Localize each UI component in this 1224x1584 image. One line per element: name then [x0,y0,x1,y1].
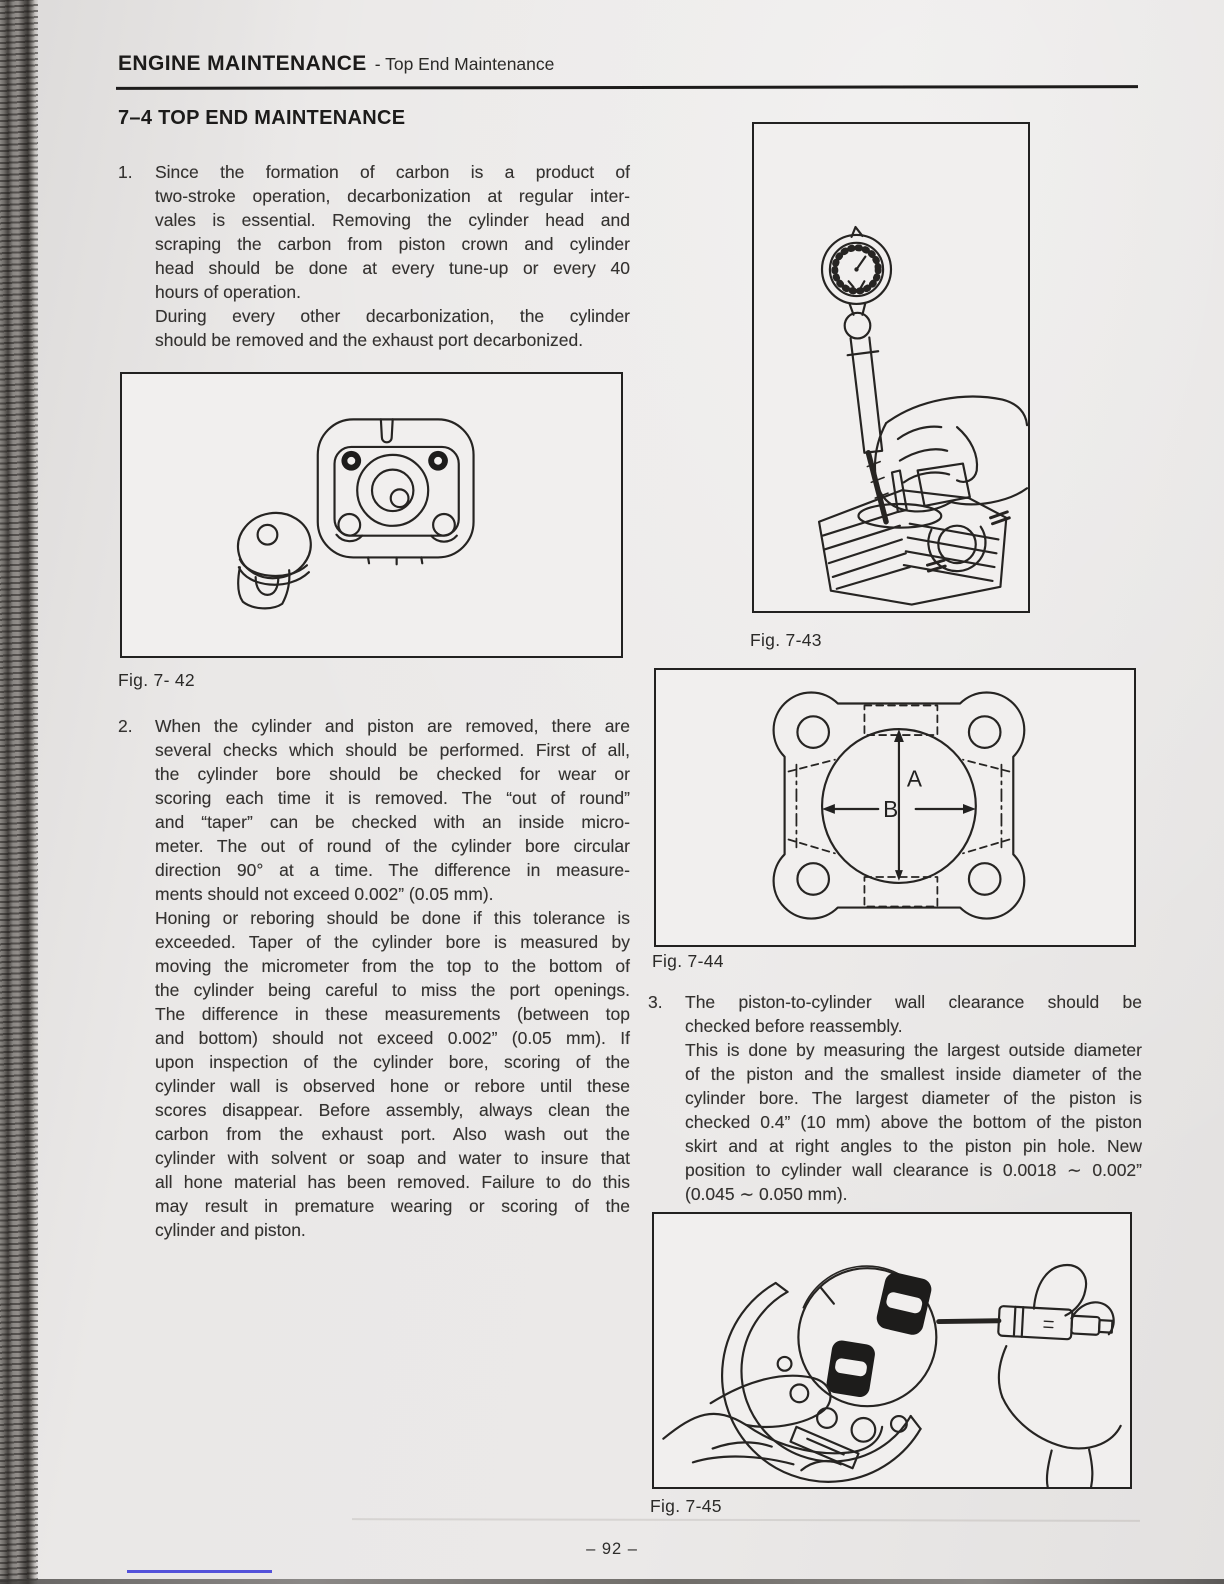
text-line: all hone material has been removed. Failure to do this [155,1172,630,1192]
header-title: ENGINE MAINTENANCE [118,52,367,75]
figure-7-45-drawing [654,1214,1130,1487]
paragraph-text [685,990,1142,1206]
micrometer-drawing [938,1303,1113,1342]
paragraph-block [155,304,630,352]
list-number: 3. [648,992,663,1012]
text-line: The piston-to-cylinder wall clearance should be [685,992,1142,1012]
text-line: scores disappear. Before assembly, always clean the [155,1100,630,1120]
text-line: meter. The out of round of the cylinder bore circular [155,836,630,856]
figure-7-45-caption: Fig. 7-45 [650,1496,722,1516]
text-line: Since the formation of carbon is a product of [155,162,630,182]
text-line: ments should not exceed 0.002” (0.05 mm). [155,884,494,904]
text-line: During every other decarbonization, the cylinder [155,306,630,326]
text-line: and bottom) should not exceed 0.002” (0.05 mm). If [155,1028,630,1048]
paragraph-1 [118,160,630,352]
paragraph-block [155,906,630,1242]
text-line: of the piston and the smallest inside diameter of the [685,1064,1142,1084]
piston-and-micrometer-drawing [722,1266,936,1482]
hand-drawing [875,397,1027,512]
figure-7-45-box [652,1212,1132,1489]
scan-bottom-edge [0,1579,1224,1584]
scan-crease [352,1518,1140,1522]
paragraph-block [685,1038,1142,1206]
figure-7-42-box [120,372,623,658]
right-hand-drawing [999,1265,1121,1487]
text-line: two-stroke operation, decarbonization at regular inter- [155,186,630,206]
page-header [118,52,554,76]
figure-7-42-caption: Fig. 7- 42 [118,670,195,690]
text-line: Honing or reboring should be done if this tolerance is [155,908,630,928]
list-number: 1. [118,162,133,182]
text-line: should be removed and the exhaust port decarbonized. [155,330,584,350]
text-line: several checks which should be performed. First of all, [155,740,630,760]
text-line: (0.045 ∼ 0.050 mm). [685,1184,848,1204]
paragraph-block [155,714,630,906]
text-line: checked 0.4” (10 mm) above the bottom of the piston [685,1112,1142,1132]
text-line: scoring each time it is removed. The “out of round” [155,788,630,808]
text-line: moving the micrometer from the top to the bottom of [155,956,630,976]
label-b: B [883,795,899,822]
text-line: direction 90° at a time. The difference in measure- [155,860,630,880]
text-line: the cylinder being careful to miss the port openings. [155,980,630,1000]
piston-drawing [233,508,315,609]
figure-7-44-caption: Fig. 7-44 [652,951,724,971]
book-binding-edge [0,0,38,1584]
figure-7-44-box [654,668,1136,947]
figure-7-42-drawing [122,374,621,656]
blue-ink-mark [127,1570,272,1573]
page-number: – 92 – [586,1540,638,1558]
header-rule [116,85,1138,90]
header-subtitle: - Top End Maintenance [374,54,555,74]
text-line: exceeded. Taper of the cylinder bore is measured by [155,932,630,952]
figure-7-44-drawing [656,670,1134,945]
text-line: hours of operation. [155,282,301,302]
paragraph-2 [118,714,630,1242]
text-line: the cylinder bore should be checked for wear or [155,764,630,784]
text-line: head should be done at every tune-up or every 40 [155,258,630,278]
figure-7-43-box [752,122,1030,613]
text-line: and “taper” can be checked with an inside micro- [155,812,630,832]
paragraph-block [685,990,1142,1038]
text-line: When the cylinder and piston are removed, there are [155,716,630,736]
cylinder-drawing [819,464,1009,605]
paragraph-3 [648,990,1142,1206]
text-line: cylinder with solvent or soap and water to insure that [155,1148,630,1168]
dial-gauge-drawing [822,227,891,522]
paragraph-block [155,160,630,304]
text-line: This is done by measuring the largest outside diameter [685,1040,1142,1060]
label-a: A [906,765,922,792]
figure-7-43-drawing [754,124,1028,611]
text-line: upon inspection of the cylinder bore, scoring of the [155,1052,630,1072]
list-number: 2. [118,716,133,736]
figure-7-43-caption: Fig. 7-43 [750,630,822,650]
section-title: 7–4 TOP END MAINTENANCE [118,107,406,129]
text-line: checked before reassembly. [685,1016,903,1036]
text-line: vales is essential. Removing the cylinder head and [155,210,630,230]
text-line: skirt and at right angles to the piston pin hole. New [685,1136,1142,1156]
text-line: position to cylinder wall clearance is 0.0018 ∼ 0.002” [685,1160,1142,1180]
text-line: may result in premature wearing or scoring of the [155,1196,630,1216]
text-line: cylinder and piston. [155,1220,306,1240]
paragraph-text [155,160,630,352]
paragraph-text [155,714,630,1242]
text-line: cylinder wall is observed hone or rebore until these [155,1076,630,1096]
text-line: cylinder bore. The largest diameter of the piston is [685,1088,1142,1108]
text-line: The difference in these measurements (between top [155,1004,630,1024]
cylinder-head-drawing [318,419,474,564]
text-line: scraping the carbon from piston crown and cylinder [155,234,630,254]
text-line: carbon from the exhaust port. Also wash out the [155,1124,630,1144]
